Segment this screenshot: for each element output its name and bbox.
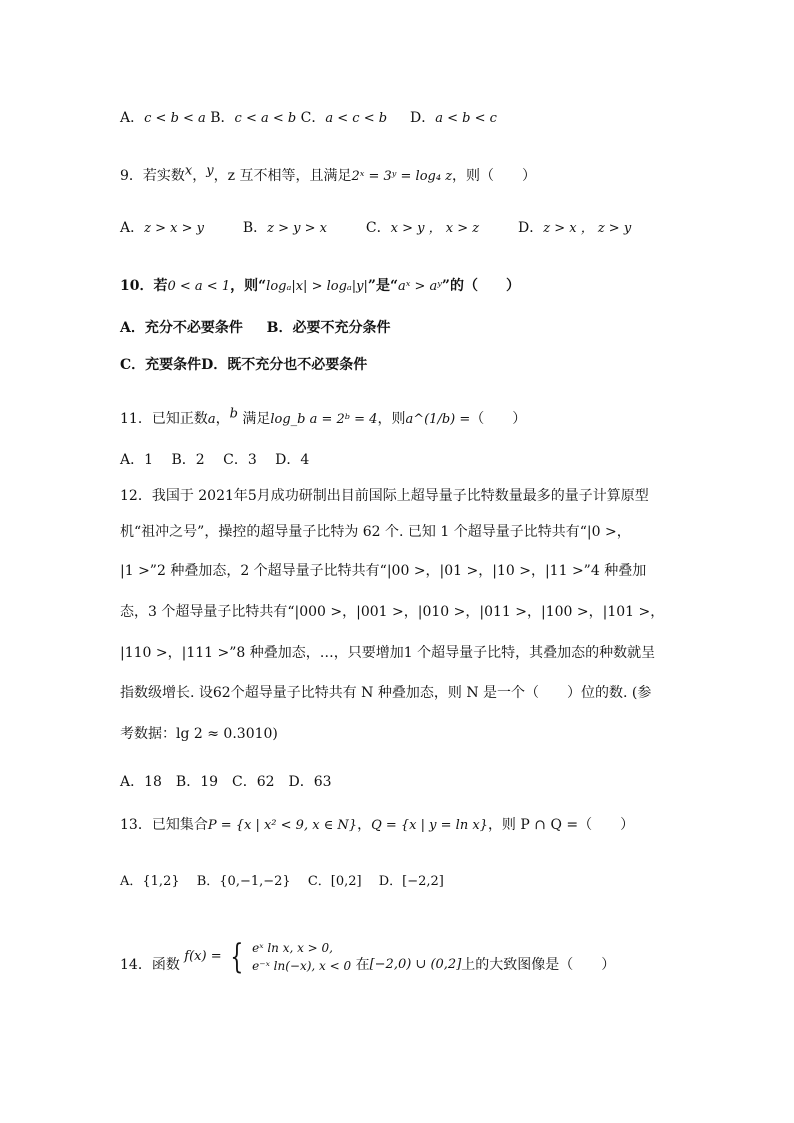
q13-set-p: P = {x | x² < 9, x ∈ N} [207,818,358,833]
q9-tail: ，则（ ） [452,168,537,184]
q9-option-b-label: B． [242,220,268,236]
q12-text: |110 >，|111 >”8 种叠加态，…，只要增加1 个超导量子比特，其叠加态的种数就呈 [120,645,656,661]
q12-line-3 [120,561,680,581]
q9-option-a-label: A． [120,220,145,236]
q14-piece-2: e⁻ˣ ln(−x), x < 0 [252,959,352,973]
q10-option-a: A．充分不必要条件 [120,320,243,336]
q12-line-7 [120,724,680,744]
q14-text: 在 [355,957,370,973]
q11-number: 11．已知正数 [120,411,208,427]
q8-option-c-label: C． [300,110,326,126]
q8-option-a-expr: c < b < a [144,111,206,126]
q9-option-d-expr: z > x ， z > y [543,221,632,236]
q10-text: ”是“ [367,278,398,294]
q9-sep: ， [192,168,207,184]
q13-number: 13．已知集合 [120,817,208,833]
q11-var-b: b [229,406,238,422]
q8-options [120,108,680,129]
q9-option-b-expr: z > y > x [267,221,328,236]
q12-options-text: A．18 B．19 C．62 D．63 [120,774,332,790]
q14-function-name: f(x) = [184,949,222,964]
q13-options [120,871,680,892]
q14-interval: [−2,0) ∪ (0,2] [369,957,462,972]
q14-number: 14．函数 [120,957,180,973]
q14-tail: 上的大致图像是（ ） [461,957,616,973]
q10-options-row1 [120,318,680,338]
q9-var-y: y [206,163,214,179]
q11-condition: log_b a = 2ᵇ = 4 [270,412,378,427]
q12-line-5 [120,643,680,663]
q9-stem [120,163,680,187]
q8-option-d-label: D． [409,110,436,126]
q13-tail: ，则 P ∩ Q =（ ） [487,817,635,833]
q13-stem [120,815,680,836]
q13-options-text: A．{1,2} B．{0,−1,−2} C．[0,2] D．[−2,2] [120,874,444,889]
q10-stem [120,276,680,297]
q10-statement-2: aˣ > aʸ [398,279,442,294]
q12-options [120,772,680,792]
q13-set-q: Q = {x | y = ln x} [371,818,488,833]
q8-option-b-expr: c < a < b [234,111,297,126]
q10-number: 10．若 [120,278,168,294]
q10-options-row2 [120,355,680,375]
q8-option-a-label: A． [120,110,145,126]
q11-sep: ， [215,411,230,427]
q11-options [120,450,680,470]
q11-text: ，则 [377,411,406,427]
q9-number: 9．若实数 [120,168,185,184]
q9-var-x: x [184,163,193,179]
q10-option-c: C．充要条件 [120,357,202,373]
q9-options [120,218,680,239]
q12-text: 机“祖冲之号”，操控的超导量子比特为 62 个. 已知 1 个超导量子比特共有“|0 >， [120,524,631,540]
q11-var-a: a [207,412,216,427]
q14-brace: { [230,937,244,977]
q10-option-d: D．既不充分也不必要条件 [201,357,368,373]
q10-option-b: B．必要不充分条件 [266,320,391,336]
q9-option-d-label: D． [517,220,544,236]
q10-condition: 0 < a < 1 [167,279,231,294]
q8-option-b-label: B． [210,110,235,126]
q12-text: 考数据：lg 2 ≈ 0.3010) [120,726,278,742]
q10-statement-1: logₐ|x| > logₐ|y| [266,279,368,294]
q9-option-c-expr: x > y ， x > z [390,221,480,236]
q8-option-d-expr: a < b < c [435,111,497,126]
q12-line-2 [120,522,680,542]
q11-text: 满足 [237,411,271,427]
q14-stem [120,925,680,975]
q11-expression: a^(1/b) = [405,412,471,427]
q10-tail: ”的（ ） [441,278,520,294]
q12-line-6 [120,683,680,703]
q12-text: 12．我国于 2021年5月成功研制出目前国际上超导量子比特数量最多的量子计算原型 [120,488,649,504]
q12-text: 指数级增长. 设62个超导量子比特共有 N 种叠加态，则 N 是一个（ ）位的数. (参 [120,685,652,701]
q12-text: 态，3 个超导量子比特共有“|000 >，|001 >，|010 >，|011 >，|100 >，|101 >， [120,604,665,620]
q12-line-1 [120,486,680,506]
q12-text: |1 >”2 种叠加态，2 个超导量子比特共有“|00 >，|01 >，|10 >，|11 >”4 种叠加 [120,563,647,579]
q11-options-text: A．1 B．2 C．3 D．4 [120,452,310,468]
q14-piece-1: eˣ ln x, x > 0, [252,941,333,955]
q11-stem [120,406,680,430]
q8-option-c-expr: a < c < b [325,111,388,126]
q9-sep: ， [213,168,228,184]
q9-option-a-expr: z > x > y [144,221,204,236]
q10-text: ，则“ [230,278,267,294]
q9-option-c-label: C． [365,220,391,236]
q9-text: z 互不相等，且满足 [227,168,352,184]
q14-piecewise [252,939,351,975]
q12-line-4 [120,602,680,622]
q11-tail: （ ） [470,411,527,427]
q9-condition: 2ˣ = 3ʸ = log₄ z [351,169,453,184]
q13-sep: ， [357,817,372,833]
